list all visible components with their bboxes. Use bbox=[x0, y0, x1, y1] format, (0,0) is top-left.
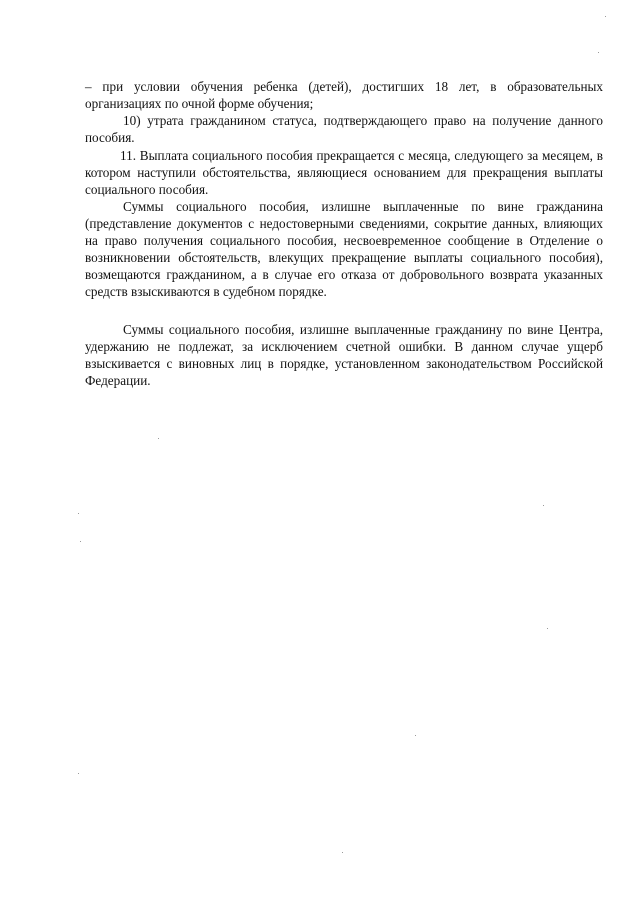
paragraph-item-10: 10) утрата гражданином статуса, подтверждающего право на получение данного пособия. bbox=[85, 113, 603, 145]
paragraph-overpayment-citizen: Суммы социального пособия, излишне выплаченные по вине гражданина (представление документов с недостоверными сведениями, сокрытие данных, влияющих на право получения социального пособия, несвоевременное сообщение в Отделение о возникновении обстоятельств, влекущих прекращение выплаты социального пособия), возмещаются гражданином, а в случае его отказа от добровольного возврата указанных средств взыскиваются в судебном порядке. bbox=[85, 199, 603, 299]
scan-speck bbox=[543, 505, 544, 506]
scan-speck bbox=[547, 628, 548, 629]
scan-speck bbox=[78, 773, 79, 774]
scan-speck bbox=[598, 52, 599, 53]
scan-speck bbox=[415, 735, 416, 736]
paragraph-overpayment-center: Суммы социального пособия, излишне выплаченные гражданину по вине Центра, удержанию не подлежат, за исключением счетной ошибки. В данном случае ущерб взыскивается с виновных лиц в порядке, установленном законодательством Российской Федерации. bbox=[85, 322, 603, 388]
paragraph-condition-education: – при условии обучения ребенка (детей), достигших 18 лет, в образовательных организациях по очной форме обучения; bbox=[85, 79, 603, 111]
scan-speck bbox=[605, 16, 606, 17]
paragraph-item-11: 11. Выплата социального пособия прекращается с месяца, следующего за месяцем, в котором наступили обстоятельства, являющиеся основанием для прекращения выплаты социального пособия. bbox=[85, 148, 603, 197]
scan-speck bbox=[78, 513, 79, 514]
scan-speck bbox=[80, 541, 81, 542]
scan-speck bbox=[342, 852, 343, 853]
scan-speck bbox=[158, 438, 159, 439]
